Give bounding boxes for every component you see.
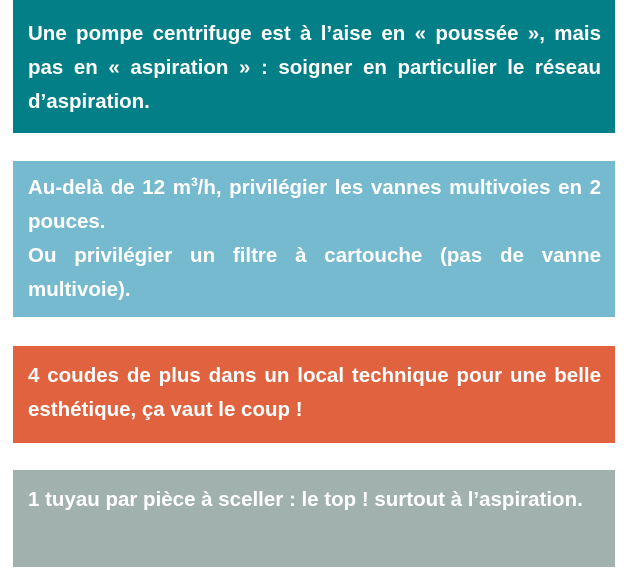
tip-box-suction <box>13 0 615 133</box>
tip-box-elbows <box>13 346 615 443</box>
tip-text-line-2: Ou privilégier un filtre à cartouche (pas de vanne multivoie). <box>28 244 601 301</box>
tip-text: Une pompe centrifuge est à l’aise en « poussée », mais pas en « aspiration » : soigner en particulier le réseau d’aspiration. <box>28 22 601 113</box>
tip-box-valves <box>13 161 615 317</box>
tip-text-line-1 <box>28 171 601 239</box>
tip-text: 1 tuyau par pièce à sceller : le top ! surtout à l’aspiration. <box>28 488 583 511</box>
superscript-3: 3 <box>190 175 198 189</box>
tip-text-part: Au-delà de 12 m <box>28 176 191 199</box>
tip-text-part: /h, privilégier les vannes multivoies en 2 pouces. <box>28 176 601 233</box>
tip-box-pipes <box>13 470 615 567</box>
tip-text: 4 coudes de plus dans un local technique pour une belle esthétique, ça vaut le coup ! <box>28 364 601 421</box>
